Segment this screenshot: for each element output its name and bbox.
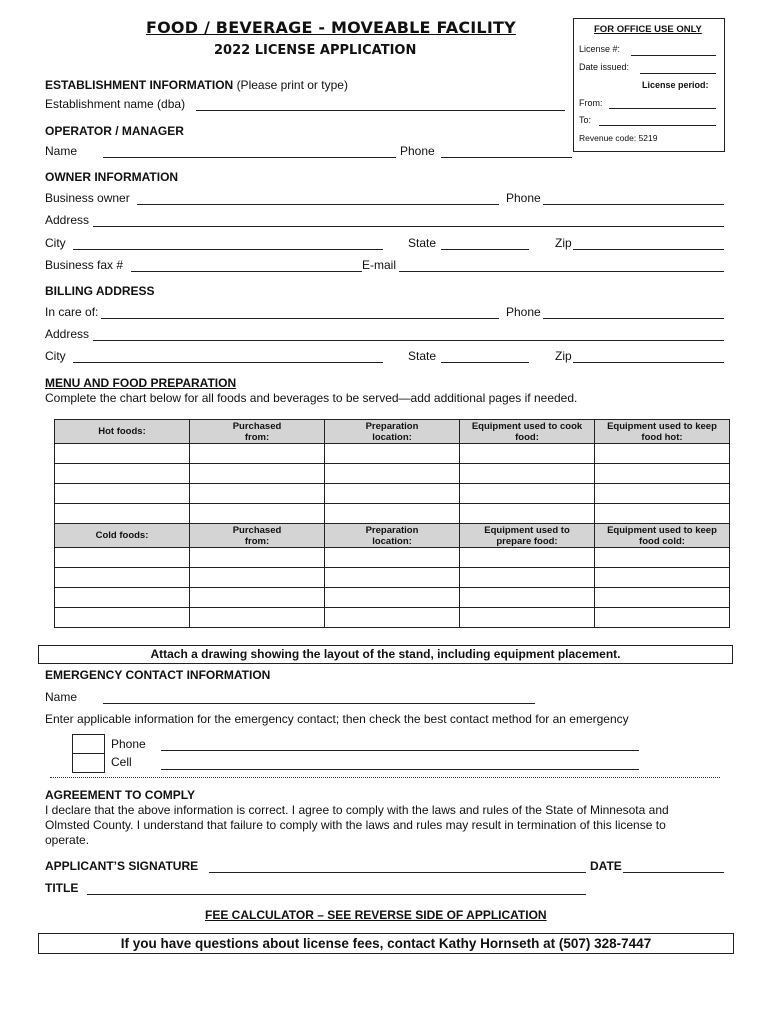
agreement-line-2: Olmsted County. I understand that failure to comply with the laws and rules may result in termination of this license to [45,818,666,832]
questions-contact-note: If you have questions about license fees, contact Kathy Hornseth at (507) 328-7447 [38,933,734,954]
period-to-field[interactable] [599,125,716,126]
date-issued-field[interactable] [640,73,716,74]
hot-foods-table [54,419,730,628]
table-cell[interactable] [595,568,730,588]
table-cell[interactable] [460,608,595,628]
table-cell[interactable] [325,464,460,484]
care-of-label: In care of: [45,305,99,319]
table-cell[interactable] [595,444,730,464]
operator-heading: OPERATOR / MANAGER [45,124,184,138]
cold-equipment-keep-header: Equipment used to keep food cold: [595,524,730,548]
table-cell[interactable] [460,484,595,504]
billing-zip-label: Zip [555,349,572,363]
emergency-instructions: Enter applicable information for the emergency contact; then check the best contact method for an emergency [45,712,629,726]
table-cell[interactable] [325,608,460,628]
table-cell[interactable] [55,608,190,628]
cold-preparation-header: Preparation location: [325,524,460,548]
table-cell[interactable] [190,588,325,608]
operator-phone-field[interactable] [441,157,572,158]
table-cell[interactable] [190,484,325,504]
billing-phone-label: Phone [506,305,541,319]
owner-zip-label: Zip [555,236,572,250]
period-from-label: From: [579,98,603,108]
table-cell[interactable] [325,588,460,608]
table-row [55,464,730,484]
owner-zip-field[interactable] [573,249,724,250]
table-row [55,484,730,504]
table-cell[interactable] [595,484,730,504]
office-use-heading: FOR OFFICE USE ONLY [594,24,702,35]
signature-label: APPLICANT’S SIGNATURE [45,859,199,873]
table-cell[interactable] [325,568,460,588]
hot-equipment-cook-header: Equipment used to cook food: [460,420,595,444]
cold-purchased-header: Purchased from: [190,524,325,548]
billing-state-field[interactable] [441,362,529,363]
menu-heading: MENU AND FOOD PREPARATION [45,376,237,390]
menu-instructions: Complete the chart below for all foods and beverages to be served—add additional pages if needed. [45,391,578,405]
table-cell[interactable] [55,548,190,568]
form-title: FOOD / BEVERAGE - MOVEABLE FACILITY [146,18,516,37]
table-cell[interactable] [595,464,730,484]
table-cell[interactable] [55,504,190,524]
table-cell[interactable] [460,444,595,464]
hot-equipment-keep-header: Equipment used to keep food hot: [595,420,730,444]
table-row [55,588,730,608]
owner-address-field[interactable] [93,226,724,227]
cold-foods-header: Cold foods: [55,524,190,548]
table-cell[interactable] [190,568,325,588]
signature-field[interactable] [209,872,586,873]
fee-calculator-note: FEE CALCULATOR – SEE REVERSE SIDE OF APPLICATION [205,908,547,922]
agreement-line-3: operate. [45,833,90,847]
period-to-label: To: [579,115,592,125]
cold-foods-header-row [55,524,730,548]
establishment-heading-row [45,78,348,92]
operator-name-field[interactable] [103,157,396,158]
table-cell[interactable] [595,548,730,568]
care-of-field[interactable] [101,318,499,319]
table-cell[interactable] [55,464,190,484]
billing-address-field[interactable] [93,340,724,341]
table-cell[interactable] [460,548,595,568]
emergency-name-label: Name [45,690,78,704]
owner-city-field[interactable] [73,249,383,250]
billing-state-label: State [408,349,437,363]
table-cell[interactable] [325,444,460,464]
license-period-label: License period: [642,80,709,90]
owner-heading: OWNER INFORMATION [45,170,179,184]
table-cell[interactable] [190,608,325,628]
owner-address-label: Address [45,213,90,227]
date-issued-label: Date issued: [579,62,630,72]
table-cell[interactable] [55,568,190,588]
owner-state-field[interactable] [441,249,529,250]
billing-phone-field[interactable] [543,318,724,319]
establishment-note: (Please print or type) [236,78,348,92]
form-subtitle: 2022 LICENSE APPLICATION [214,43,417,58]
billing-city-field[interactable] [73,362,383,363]
title-label: TITLE [45,881,79,895]
table-cell[interactable] [595,588,730,608]
table-cell[interactable] [595,608,730,628]
table-cell[interactable] [460,568,595,588]
hot-foods-header-row [55,420,730,444]
table-cell[interactable] [55,444,190,464]
establishment-name-label: Establishment name (dba) [45,97,186,111]
billing-zip-field[interactable] [573,362,724,363]
billing-city-label: City [45,349,66,363]
agreement-line-1: I declare that the above information is correct. I agree to comply with the laws and rules of the State of Minnesota and [45,803,669,817]
license-number-field[interactable] [631,55,716,56]
table-cell[interactable] [325,504,460,524]
emergency-name-field[interactable] [103,703,535,704]
phone-method-label: Phone [111,737,146,751]
table-row [55,608,730,628]
table-row [55,504,730,524]
table-cell[interactable] [460,504,595,524]
date-label: DATE [590,859,622,873]
billing-address-label: Address [45,327,90,341]
table-row [55,568,730,588]
hot-purchased-header: Purchased from: [190,420,325,444]
revenue-code: Revenue code: 5219 [579,133,658,143]
owner-email-field[interactable] [399,271,724,272]
table-cell[interactable] [190,548,325,568]
license-number-label: License #: [579,44,621,54]
owner-state-label: State [408,236,437,250]
phone-method-field[interactable] [161,750,639,751]
business-fax-field[interactable] [131,271,362,272]
cell-checkbox[interactable] [72,753,105,773]
dotted-divider [50,777,720,778]
establishment-name-field[interactable] [196,110,565,111]
title-field[interactable] [87,894,586,895]
billing-heading: BILLING ADDRESS [45,284,155,298]
table-cell[interactable] [595,504,730,524]
table-cell[interactable] [460,464,595,484]
table-cell[interactable] [55,484,190,504]
cell-method-label: Cell [111,755,132,769]
owner-phone-field[interactable] [543,204,724,205]
period-from-field[interactable] [609,108,716,109]
business-owner-label: Business owner [45,191,130,205]
table-cell[interactable] [325,484,460,504]
table-row [55,548,730,568]
emergency-heading: EMERGENCY CONTACT INFORMATION [45,668,271,682]
table-cell[interactable] [190,504,325,524]
date-field[interactable] [623,872,724,873]
establishment-heading: ESTABLISHMENT INFORMATION [45,78,234,92]
hot-preparation-header: Preparation location: [325,420,460,444]
table-cell[interactable] [325,548,460,568]
cold-equipment-prepare-header: Equipment used to prepare food: [460,524,595,548]
cell-method-field[interactable] [161,769,639,770]
phone-checkbox[interactable] [72,734,105,754]
operator-phone-label: Phone [400,144,435,158]
table-cell[interactable] [460,588,595,608]
owner-phone-label: Phone [506,191,541,205]
office-use-box [573,18,725,152]
business-owner-field[interactable] [137,204,499,205]
table-cell[interactable] [190,464,325,484]
hot-foods-header: Hot foods: [55,420,190,444]
table-cell[interactable] [55,588,190,608]
table-row [55,444,730,464]
business-fax-label: Business fax # [45,258,124,272]
attach-drawing-note: Attach a drawing showing the layout of the stand, including equipment placement. [38,645,733,664]
agreement-heading: AGREEMENT TO COMPLY [45,788,196,802]
table-cell[interactable] [190,444,325,464]
owner-email-label: E-mail [362,258,397,272]
owner-city-label: City [45,236,66,250]
operator-name-label: Name [45,144,78,158]
